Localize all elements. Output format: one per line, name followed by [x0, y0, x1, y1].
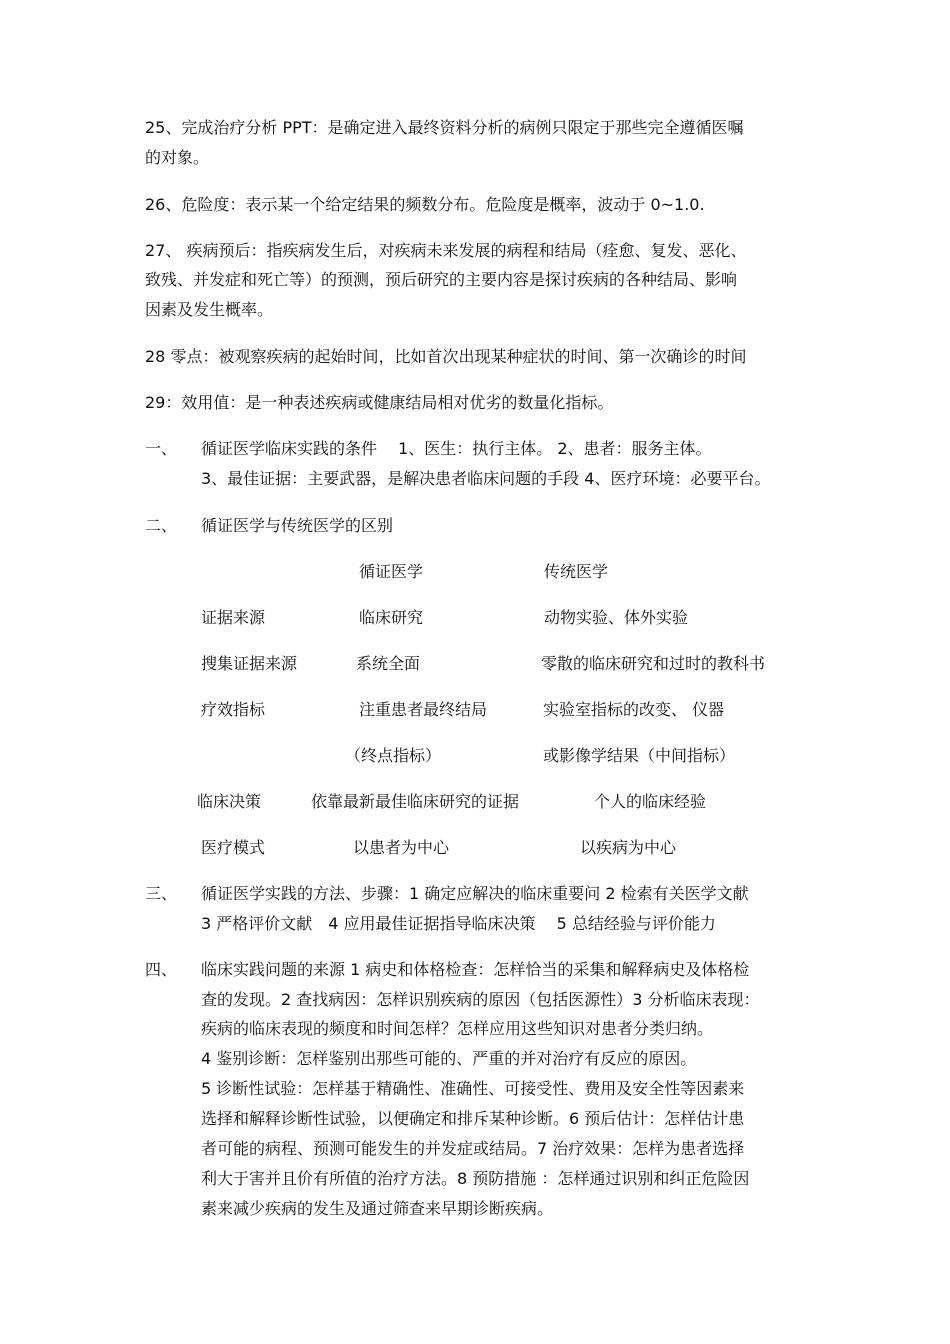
section-2-number: 二、: [145, 516, 178, 535]
header-ebm: 循证医学: [359, 562, 424, 581]
item-25-line-1: 25、完成治疗分析 PPT：是确定进入最终资料分析的病例只限定于那些完全遵循医嘱: [145, 118, 744, 137]
item-25-line-2: 的对象。: [145, 148, 210, 167]
section-1-line-1: 循证医学临床实践的条件 1、医生：执行主体。 2、患者：服务主体。: [201, 439, 712, 458]
row-decision-label: 临床决策: [197, 792, 262, 811]
item-27-line-2: 致残、并发症和死亡等）的预测，预后研究的主要内容是探讨疾病的各种结局、影响: [145, 270, 738, 289]
section-4-line-8: 利大于害并且价有所值的治疗方法。8 预防措施 ：怎样通过识别和纠正危险因: [201, 1169, 750, 1188]
item-26: 26、危险度：表示某一个给定结果的频数分布。危险度是概率，波动于 0~1.0.: [145, 195, 705, 214]
section-4-line-6: 选择和解释诊断性试验，以便确定和排斥某种诊断。6 预后估计：怎样估计患: [201, 1109, 745, 1128]
row-collection-ebm: 系统全面: [356, 654, 421, 673]
row-collection-traditional: 零散的临床研究和过时的教科书: [541, 654, 766, 673]
item-29: 29：效用值：是一种表述疾病或健康结局相对优劣的数量化指标。: [145, 393, 614, 412]
row-evidence-source-traditional: 动物实验、体外实验: [544, 608, 689, 627]
section-4-number: 四、: [145, 960, 178, 979]
header-traditional: 传统医学: [544, 562, 609, 581]
section-1-number: 一、: [145, 439, 178, 458]
row-efficacy-label: 疗效指标: [201, 700, 266, 719]
row-collection-label: 搜集证据来源: [201, 654, 298, 673]
section-1-line-2: 3、最佳证据：主要武器，是解决患者临床问题的手段 4、医疗环境：必要平台。: [201, 469, 771, 488]
section-3-line-1: 循证医学实践的方法、步骤：1 确定应解决的临床重要问 2 检索有关医学文献: [201, 884, 749, 903]
section-2-title: 循证医学与传统医学的区别: [201, 516, 394, 535]
row-model-ebm: 以患者为中心: [353, 838, 450, 857]
row-model-label: 医疗模式: [201, 838, 266, 857]
section-4-line-9: 素来减少疾病的发生及通过筛查来早期诊断疾病。: [201, 1199, 554, 1218]
row-model-traditional: 以疾病为中心: [580, 838, 677, 857]
item-27-line-1: 27、 疾病预后：指疾病发生后，对疾病未来发展的病程和结局（痊愈、复发、恶化、: [145, 241, 747, 260]
section-4-line-1: 临床实践问题的来源 1 病史和体格检查：怎样恰当的采集和解释病史及体格检: [201, 960, 750, 979]
item-27-line-3: 因素及发生概率。: [145, 300, 274, 319]
section-3-number: 三、: [145, 884, 178, 903]
row-efficacy-traditional-cont: 或影像学结果（中间指标）: [543, 746, 736, 765]
row-efficacy-traditional: 实验室指标的改变、 仪器: [543, 700, 725, 719]
row-evidence-source-label: 证据来源: [201, 608, 266, 627]
section-3-line-2: 3 严格评价文献 4 应用最佳证据指导临床决策 5 总结经验与评价能力: [201, 914, 716, 933]
section-4-line-4: 4 鉴别诊断：怎样鉴别出那些可能的、严重的并对治疗有反应的原因。: [201, 1049, 697, 1068]
section-4-line-7: 者可能的病程、预测可能发生的并发症或结局。7 治疗效果：怎样为患者选择: [201, 1139, 745, 1158]
row-efficacy-ebm: 注重患者最终结局: [359, 700, 488, 719]
row-evidence-source-ebm: 临床研究: [359, 608, 424, 627]
section-4-line-2: 查的发现。2 查找病因：怎样识别疾病的原因（包括医源性）3 分析临床表现：: [201, 990, 760, 1009]
row-decision-ebm: 依靠最新最佳临床研究的证据: [311, 792, 520, 811]
item-28: 28 零点：被观察疾病的起始时间，比如首次出现某种症状的时间、第一次确诊的时间: [145, 347, 747, 366]
row-decision-traditional: 个人的临床经验: [594, 792, 707, 811]
section-4-line-5: 5 诊断性试验：怎样基于精确性、准确性、可接受性、费用及安全性等因素来: [201, 1079, 745, 1098]
section-4-line-3: 疾病的临床表现的频度和时间怎样？怎样应用这些知识对患者分类归纳。: [201, 1019, 714, 1038]
row-efficacy-ebm-cont: （终点指标）: [345, 746, 442, 765]
